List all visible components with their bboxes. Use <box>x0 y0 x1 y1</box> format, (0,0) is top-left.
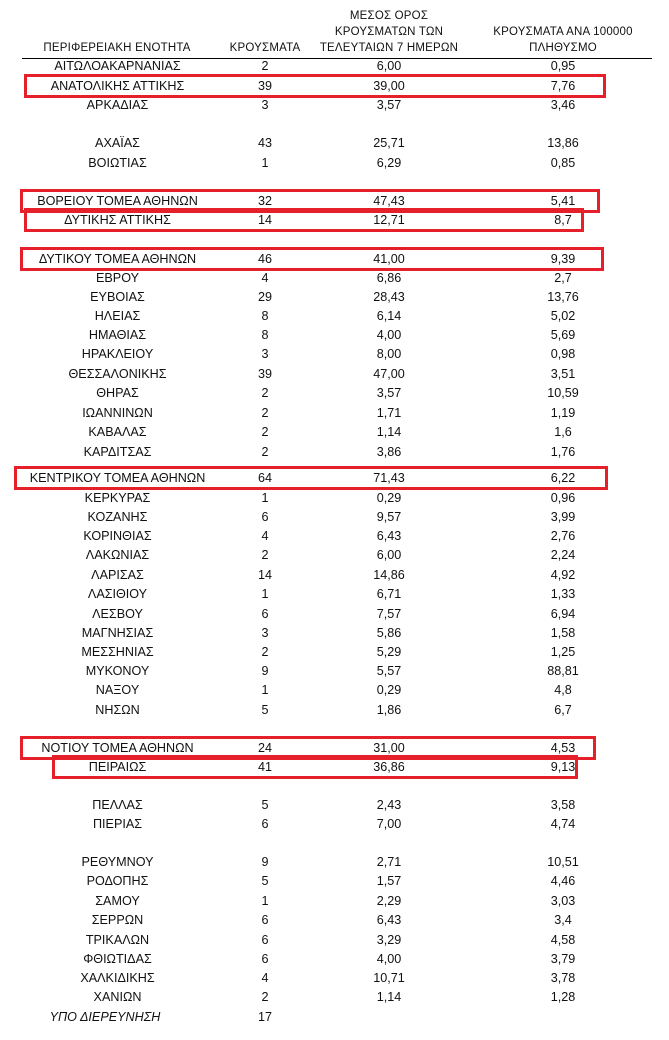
per100k-cell: 1,58 <box>550 626 576 640</box>
region-cell: ΛΑΣΙΘΙΟΥ <box>87 587 148 601</box>
per100k-cell: 3,78 <box>550 971 576 985</box>
table-row <box>0 911 669 930</box>
per100k-cell: 5,69 <box>550 328 576 342</box>
per100k-cell: 0,96 <box>550 491 576 505</box>
per100k-cell: 3,46 <box>550 98 576 112</box>
avg7-cell: 0,29 <box>376 491 402 505</box>
avg7-cell: 3,29 <box>376 933 402 947</box>
avg7-cell: 5,86 <box>376 626 402 640</box>
per100k-cell: 4,92 <box>550 568 576 582</box>
highlight-box <box>20 247 604 271</box>
avg7-cell: 6,14 <box>376 309 402 323</box>
table-row <box>0 489 669 508</box>
region-cell: ΚΑΒΑΛΑΣ <box>88 425 147 439</box>
table-row <box>0 643 669 662</box>
avg7-cell: 5,29 <box>376 645 402 659</box>
cases-cell: 39 <box>257 367 272 381</box>
region-cell: ΜΕΣΣΗΝΙΑΣ <box>81 645 154 659</box>
header-region-label: ΠΕΡΙΦΕΡΕΙΑΚΗ ΕΝΟΤΗΤΑ <box>43 42 191 54</box>
per100k-cell: 3,03 <box>550 894 576 908</box>
region-cell: ΘΗΡΑΣ <box>96 386 139 400</box>
region-cell: ΚΕΝΤΡΙΚΟΥ ΤΟΜΕΑ ΑΘΗΝΩΝ <box>29 471 206 485</box>
table-row <box>0 154 669 173</box>
region-cell: ΙΩΑΝΝΙΝΩΝ <box>82 406 153 420</box>
table-row <box>0 815 669 834</box>
header-cases-label: ΚΡΟΥΣΜΑΤΑ <box>229 42 301 54</box>
cases-cell: 3 <box>261 98 269 112</box>
avg7-cell: 25,71 <box>373 136 405 150</box>
region-cell: ΠΙΕΡΙΑΣ <box>92 817 143 831</box>
avg7-cell: 1,14 <box>376 990 402 1004</box>
table-row <box>0 988 669 1007</box>
avg7-cell: 6,00 <box>376 59 402 73</box>
cases-cell: 5 <box>261 703 269 717</box>
per100k-cell: 6,7 <box>554 703 572 717</box>
table-row <box>0 307 669 326</box>
avg7-cell: 41,00 <box>373 252 405 266</box>
region-cell: ΜΥΚΟΝΟΥ <box>85 664 150 678</box>
avg7-cell: 1,14 <box>376 425 402 439</box>
cases-cell: 1 <box>261 894 269 908</box>
cases-cell: 2 <box>261 386 269 400</box>
cases-cell: 6 <box>261 952 269 966</box>
table-row <box>0 443 669 462</box>
avg7-cell: 7,00 <box>376 817 402 831</box>
table-row <box>0 365 669 384</box>
region-cell: ΠΕΙΡΑΙΩΣ <box>88 760 147 774</box>
highlight-box <box>52 755 578 779</box>
region-cell: ΣΑΜΟΥ <box>95 894 140 908</box>
avg7-cell: 3,86 <box>376 445 402 459</box>
table-row <box>0 931 669 950</box>
per100k-cell: 10,59 <box>547 386 579 400</box>
cases-cell: 9 <box>261 664 269 678</box>
cases-cell: 32 <box>257 194 272 208</box>
cases-cell: 6 <box>261 933 269 947</box>
per100k-cell: 1,6 <box>554 425 572 439</box>
region-cell: ΔΥΤΙΚΟΥ ΤΟΜΕΑ ΑΘΗΝΩΝ <box>38 252 197 266</box>
region-cell: ΧΑΛΚΙΔΙΚΗΣ <box>80 971 155 985</box>
avg7-cell: 9,57 <box>376 510 402 524</box>
per100k-cell: 3,4 <box>554 913 572 927</box>
header-per100k-line2: ΠΛΗΘΥΣΜΟ <box>529 42 597 54</box>
table-row <box>0 96 669 115</box>
avg7-cell: 6,43 <box>376 529 402 543</box>
cases-cell: 41 <box>257 760 272 774</box>
avg7-cell: 4,00 <box>376 952 402 966</box>
cases-cell: 4 <box>261 271 269 285</box>
per100k-cell: 0,98 <box>550 347 576 361</box>
cases-cell: 8 <box>261 328 269 342</box>
per100k-cell: 10,51 <box>547 855 579 869</box>
cases-cell: 24 <box>257 741 272 755</box>
table-row <box>0 384 669 403</box>
table-row <box>0 624 669 643</box>
cases-cell: 2 <box>261 990 269 1004</box>
per100k-cell: 4,74 <box>550 817 576 831</box>
table-row <box>0 892 669 911</box>
per100k-cell: 6,94 <box>550 607 576 621</box>
avg7-cell: 6,29 <box>376 156 402 170</box>
region-cell: ΚΑΡΔΙΤΣΑΣ <box>83 445 152 459</box>
per100k-cell: 5,02 <box>550 309 576 323</box>
header-per100k-line1: ΚΡΟΥΣΜΑΤΑ ΑΝΑ 100000 <box>493 26 633 38</box>
region-cell: ΗΛΕΙΑΣ <box>94 309 141 323</box>
cases-cell: 4 <box>261 529 269 543</box>
region-cell: ΔΥΤΙΚΗΣ ΑΤΤΙΚΗΣ <box>64 213 171 227</box>
avg7-cell: 10,71 <box>373 971 405 985</box>
per100k-cell: 13,86 <box>547 136 579 150</box>
per100k-cell: 2,76 <box>550 529 576 543</box>
avg7-cell: 6,86 <box>376 271 402 285</box>
table-row <box>0 681 669 700</box>
per100k-cell: 1,33 <box>550 587 576 601</box>
table-row <box>0 662 669 681</box>
region-cell: ΡΕΘΥΜΝΟΥ <box>81 855 154 869</box>
table-row <box>0 969 669 988</box>
cases-cell: 64 <box>257 471 272 485</box>
per100k-cell: 0,95 <box>550 59 576 73</box>
per100k-cell: 2,7 <box>554 271 572 285</box>
cases-cell: 5 <box>261 798 269 812</box>
cases-cell: 8 <box>261 309 269 323</box>
region-cell: ΛΑΡΙΣΑΣ <box>91 568 144 582</box>
per100k-cell: 1,76 <box>550 445 576 459</box>
avg7-cell: 71,43 <box>373 471 405 485</box>
cases-cell: 2 <box>261 645 269 659</box>
avg7-cell: 6,43 <box>376 913 402 927</box>
region-cell: ΑΧΑΪΑΣ <box>95 136 140 150</box>
table-row <box>0 585 669 604</box>
header-avg7-line1: ΜΕΣΟΣ ΟΡΟΣ <box>349 10 429 22</box>
region-cell: ΛΕΣΒΟΥ <box>92 607 143 621</box>
region-cell: ΑΝΑΤΟΛΙΚΗΣ ΑΤΤΙΚΗΣ <box>50 79 185 93</box>
table-row <box>0 404 669 423</box>
table-row <box>0 508 669 527</box>
cases-cell: 17 <box>257 1010 272 1024</box>
region-cell: ΤΡΙΚΑΛΩΝ <box>85 933 150 947</box>
per100k-cell: 8,7 <box>554 213 572 227</box>
avg7-cell: 2,43 <box>376 798 402 812</box>
table-row <box>0 872 669 891</box>
cases-cell: 46 <box>257 252 272 266</box>
per100k-cell: 1,25 <box>550 645 576 659</box>
table-row <box>0 326 669 345</box>
region-cell: ΡΟΔΟΠΗΣ <box>86 874 149 888</box>
region-cell: ΑΡΚΑΔΙΑΣ <box>86 98 149 112</box>
cases-cell: 3 <box>261 347 269 361</box>
region-cell: ΗΡΑΚΛΕΙΟΥ <box>81 347 154 361</box>
region-cell: ΠΕΛΛΑΣ <box>92 798 143 812</box>
per100k-cell: 0,85 <box>550 156 576 170</box>
cases-cell: 1 <box>261 587 269 601</box>
per100k-cell: 4,58 <box>550 933 576 947</box>
per100k-cell: 13,76 <box>547 290 579 304</box>
cases-cell: 2 <box>261 548 269 562</box>
avg7-cell: 47,00 <box>373 367 405 381</box>
cases-cell: 4 <box>261 971 269 985</box>
per100k-cell: 3,99 <box>550 510 576 524</box>
cases-cell: 39 <box>257 79 272 93</box>
region-cell: ΑΙΤΩΛΟΑΚΑΡΝΑΝΙΑΣ <box>54 59 181 73</box>
cases-cell: 2 <box>261 406 269 420</box>
header-region <box>22 40 212 56</box>
avg7-cell: 1,71 <box>376 406 402 420</box>
region-cell: ΣΕΡΡΩΝ <box>91 913 144 927</box>
avg7-cell: 28,43 <box>373 290 405 304</box>
highlight-box <box>14 466 608 490</box>
avg7-cell: 5,57 <box>376 664 402 678</box>
header-avg7-line2: ΚΡΟΥΣΜΑΤΩΝ ΤΩΝ <box>334 26 444 38</box>
avg7-cell: 1,86 <box>376 703 402 717</box>
table-row <box>0 1008 669 1027</box>
highlight-box <box>24 74 606 98</box>
header-avg7-line3: ΤΕΛΕΥΤΑΙΩΝ 7 ΗΜΕΡΩΝ <box>319 42 459 54</box>
region-cell: ΛΑΚΩΝΙΑΣ <box>85 548 150 562</box>
avg7-cell: 6,00 <box>376 548 402 562</box>
avg7-cell: 31,00 <box>373 741 405 755</box>
region-cell: ΚΟΡΙΝΘΙΑΣ <box>83 529 152 543</box>
table-row <box>0 288 669 307</box>
region-cell: ΗΜΑΘΙΑΣ <box>88 328 147 342</box>
avg7-cell: 2,29 <box>376 894 402 908</box>
header-avg7 <box>316 8 462 56</box>
avg7-cell: 47,43 <box>373 194 405 208</box>
avg7-cell: 3,57 <box>376 98 402 112</box>
region-cell: ΘΕΣΣΑΛΟΝΙΚΗΣ <box>68 367 167 381</box>
cases-cell: 14 <box>257 568 272 582</box>
region-cell: ΜΑΓΝΗΣΙΑΣ <box>81 626 154 640</box>
per100k-cell: 1,28 <box>550 990 576 1004</box>
region-cell: ΥΠΟ ΔΙΕΡΕΥΝΗΣΗ <box>49 1010 161 1024</box>
cases-cell: 2 <box>261 59 269 73</box>
per100k-cell: 4,53 <box>550 741 576 755</box>
avg7-cell: 3,57 <box>376 386 402 400</box>
cases-cell: 43 <box>257 136 272 150</box>
cases-cell: 6 <box>261 510 269 524</box>
table-row <box>0 269 669 288</box>
table-row <box>0 134 669 153</box>
cases-cell: 6 <box>261 817 269 831</box>
avg7-cell: 39,00 <box>373 79 405 93</box>
region-cell: ΦΘΙΩΤΙΔΑΣ <box>83 952 152 966</box>
per100k-cell: 4,8 <box>554 683 572 697</box>
avg7-cell: 8,00 <box>376 347 402 361</box>
per100k-cell: 3,58 <box>550 798 576 812</box>
per100k-cell: 9,39 <box>550 252 576 266</box>
region-cell: ΕΒΡΟΥ <box>96 271 139 285</box>
region-cell: ΝΗΣΩΝ <box>95 703 140 717</box>
table-row <box>0 566 669 585</box>
region-cell: ΧΑΝΙΩΝ <box>93 990 142 1004</box>
avg7-cell: 6,71 <box>376 587 402 601</box>
per100k-cell: 3,51 <box>550 367 576 381</box>
avg7-cell: 4,00 <box>376 328 402 342</box>
region-cell: ΕΥΒΟΙΑΣ <box>90 290 145 304</box>
table-row <box>0 546 669 565</box>
cases-cell: 1 <box>261 491 269 505</box>
avg7-cell: 2,71 <box>376 855 402 869</box>
avg7-cell: 1,57 <box>376 874 402 888</box>
table-row <box>0 796 669 815</box>
table-row <box>0 950 669 969</box>
avg7-cell: 14,86 <box>373 568 405 582</box>
per100k-cell: 6,22 <box>550 471 576 485</box>
cases-cell: 2 <box>261 445 269 459</box>
per100k-cell: 4,46 <box>550 874 576 888</box>
cases-cell: 29 <box>257 290 272 304</box>
highlight-box <box>24 208 584 232</box>
header-cases <box>222 40 308 56</box>
avg7-cell: 0,29 <box>376 683 402 697</box>
cases-cell: 3 <box>261 626 269 640</box>
region-cell: ΚΟΖΑΝΗΣ <box>87 510 148 524</box>
cases-cell: 1 <box>261 156 269 170</box>
table-row <box>0 853 669 872</box>
table-row <box>0 423 669 442</box>
avg7-cell: 36,86 <box>373 760 405 774</box>
avg7-cell: 12,71 <box>373 213 405 227</box>
cases-cell: 6 <box>261 913 269 927</box>
per100k-cell: 5,41 <box>550 194 576 208</box>
region-cell: ΝΑΞΟΥ <box>95 683 140 697</box>
per100k-cell: 1,19 <box>550 406 576 420</box>
table-row <box>0 605 669 624</box>
region-cell: ΒΟΙΩΤΙΑΣ <box>88 156 147 170</box>
per100k-cell: 3,79 <box>550 952 576 966</box>
table-row <box>0 701 669 720</box>
region-cell: ΚΕΡΚΥΡΑΣ <box>84 491 151 505</box>
region-cell: ΝΟΤΙΟΥ ΤΟΜΕΑ ΑΘΗΝΩΝ <box>41 741 194 755</box>
cases-cell: 1 <box>261 683 269 697</box>
cases-cell: 14 <box>257 213 272 227</box>
per100k-cell: 7,76 <box>550 79 576 93</box>
header-per100k <box>478 24 648 56</box>
region-cell: ΒΟΡΕΙΟΥ ΤΟΜΕΑ ΑΘΗΝΩΝ <box>37 194 198 208</box>
cases-cell: 5 <box>261 874 269 888</box>
per100k-cell: 2,24 <box>550 548 576 562</box>
avg7-cell: 7,57 <box>376 607 402 621</box>
per100k-cell: 88,81 <box>547 664 579 678</box>
table-row <box>0 527 669 546</box>
per100k-cell: 9,13 <box>550 760 576 774</box>
cases-cell: 2 <box>261 425 269 439</box>
cases-cell: 6 <box>261 607 269 621</box>
table-row <box>0 345 669 364</box>
cases-cell: 9 <box>261 855 269 869</box>
